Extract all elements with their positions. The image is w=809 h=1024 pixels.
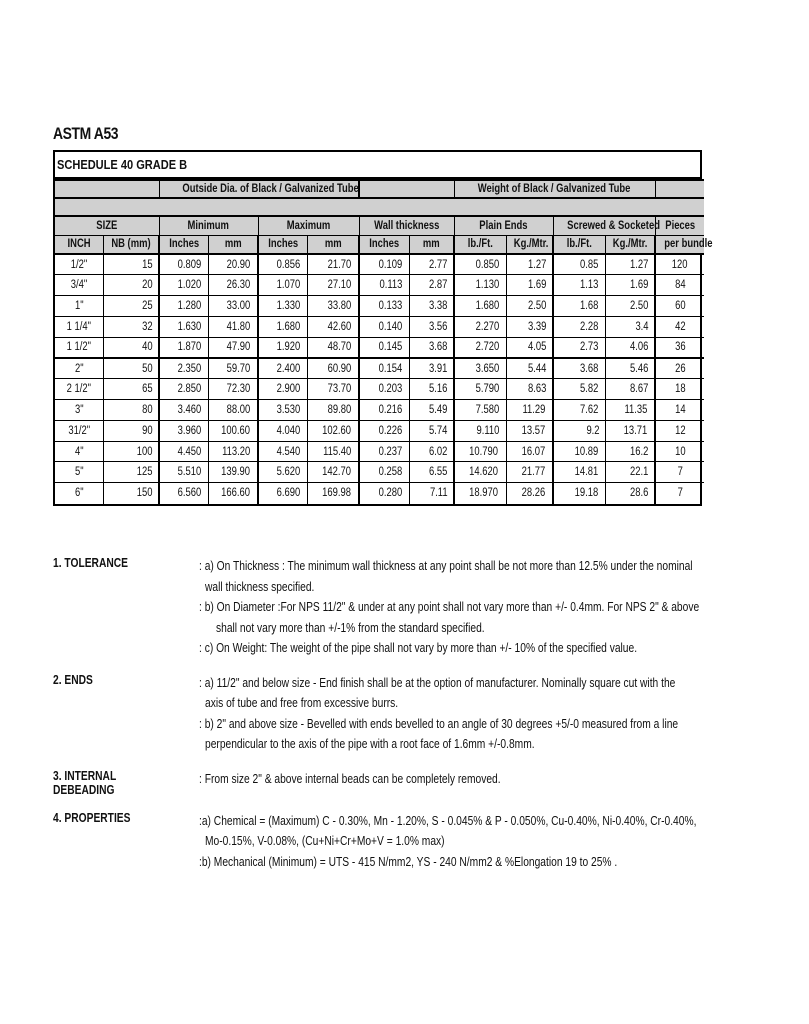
table-cell: 19.18: [553, 483, 605, 504]
table-cell: 1.68: [553, 296, 605, 317]
table-cell: 1.630: [159, 316, 208, 337]
table-row: [55, 400, 704, 421]
subheader-cell: [506, 235, 553, 254]
table-cell: 14.81: [553, 462, 605, 483]
table-cell: 5.620: [258, 462, 307, 483]
table-cell: 5.44: [506, 358, 553, 379]
table-cell: 1.130: [454, 275, 506, 296]
table-cell: 6.55: [409, 462, 454, 483]
size-inch-cell: 6": [55, 483, 103, 504]
table-cell: 5.510: [159, 462, 208, 483]
table-cell: 60: [655, 296, 704, 317]
table-cell: 10.790: [454, 441, 506, 462]
table-cell: 0.109: [359, 254, 409, 275]
table-cell: 21.70: [307, 254, 359, 275]
subheader-cell: [409, 235, 454, 254]
note-item: [53, 769, 713, 797]
table-cell: 9.110: [454, 420, 506, 441]
header-pieces: Pieces: [664, 219, 695, 232]
note-line: shall not vary more than +/-1% from the standard specified.: [216, 620, 485, 635]
table-cell: 7.62: [553, 400, 605, 421]
table-cell: 2.77: [409, 254, 454, 275]
table-cell: 1.69: [605, 275, 655, 296]
table-cell: 59.70: [208, 358, 258, 379]
table-cell: 100: [103, 441, 159, 462]
table-cell: 3.960: [159, 420, 208, 441]
subheader-label: NB (mm): [111, 238, 151, 251]
table-cell: 25: [103, 296, 159, 317]
table-cell: 16.07: [506, 441, 553, 462]
table-cell: 20: [103, 275, 159, 296]
table-cell: 10.89: [553, 441, 605, 462]
table-cell: 3.39: [506, 316, 553, 337]
table-cell: 80: [103, 400, 159, 421]
subheader-label: per bundle: [664, 238, 713, 251]
table-cell: 120: [655, 254, 704, 275]
table-cell: 5.49: [409, 400, 454, 421]
table-cell: 1.27: [506, 254, 553, 275]
note-item: [53, 673, 713, 755]
group-header-weight: Weight of Black / Galvanized Tube: [478, 183, 631, 195]
table-row: [55, 337, 704, 358]
table-cell: 142.70: [307, 462, 359, 483]
table-cell: 115.40: [307, 441, 359, 462]
note-line: perpendicular to the axis of the pipe with a root face of 1.6mm +/-0.8mm.: [205, 737, 535, 751]
table-row: [55, 420, 704, 441]
table-cell: 72.30: [208, 379, 258, 400]
table-cell: 11.35: [605, 400, 655, 421]
table-body: [55, 254, 704, 504]
table-cell: 2.270: [454, 316, 506, 337]
table-cell: 13.57: [506, 420, 553, 441]
subheader-label: Inches: [267, 238, 298, 251]
table-cell: 14.620: [454, 462, 506, 483]
subheader-label: Kg./Mtr.: [612, 238, 648, 251]
header-size: SIZE: [96, 219, 118, 232]
table-row: [55, 316, 704, 337]
table-cell: 12: [655, 420, 704, 441]
subheader-cell: [103, 235, 159, 254]
schedule-title: SCHEDULE 40 GRADE B: [55, 152, 700, 179]
note-heading: 2. ENDS: [53, 672, 93, 687]
table-cell: 1.020: [159, 275, 208, 296]
table-cell: 73.70: [307, 379, 359, 400]
table-cell: 5.82: [553, 379, 605, 400]
table-cell: 0.856: [258, 254, 307, 275]
table-row: [55, 358, 704, 379]
table-row: [55, 254, 704, 275]
table-cell: 4.040: [258, 420, 307, 441]
size-inch-cell: 1": [55, 296, 103, 317]
table-cell: 4.540: [258, 441, 307, 462]
table-cell: 1.69: [506, 275, 553, 296]
subheader-label: Kg./Mtr.: [513, 238, 548, 251]
subheader-label: lb./Ft.: [566, 238, 592, 251]
table-cell: 1.27: [605, 254, 655, 275]
table-cell: 20.90: [208, 254, 258, 275]
table-cell: 0.237: [359, 441, 409, 462]
table-cell: 65: [103, 379, 159, 400]
header-wall-thickness: Wall thickness: [373, 219, 440, 232]
table-cell: 13.71: [605, 420, 655, 441]
table-cell: 8.63: [506, 379, 553, 400]
table-cell: 48.70: [307, 337, 359, 358]
table-cell: 5.16: [409, 379, 454, 400]
table-cell: 1.330: [258, 296, 307, 317]
table-cell: 2.50: [605, 296, 655, 317]
subheader-cell: [454, 235, 506, 254]
subheader-cell: [605, 235, 655, 254]
table-cell: 4.06: [605, 337, 655, 358]
subheader-cell: [159, 235, 208, 254]
table-cell: 40: [103, 337, 159, 358]
subheader-label: INCH: [67, 238, 91, 251]
table-cell: 5.46: [605, 358, 655, 379]
table-cell: 22.1: [605, 462, 655, 483]
group-header-outside-dia: Outside Dia. of Black / Galvanized Tube: [181, 183, 359, 195]
table-cell: 2.400: [258, 358, 307, 379]
table-row: [55, 462, 704, 483]
table-cell: 47.90: [208, 337, 258, 358]
table-cell: 7: [655, 483, 704, 504]
table-cell: 1.680: [454, 296, 506, 317]
table-cell: 89.80: [307, 400, 359, 421]
note-body: [199, 556, 809, 659]
table-cell: 1.870: [159, 337, 208, 358]
table-cell: 1.13: [553, 275, 605, 296]
table-cell: 9.2: [553, 420, 605, 441]
table-cell: 4.450: [159, 441, 208, 462]
table-cell: 7.580: [454, 400, 506, 421]
table-cell: 0.154: [359, 358, 409, 379]
table-cell: 2.87: [409, 275, 454, 296]
table-cell: 7: [655, 462, 704, 483]
table-cell: 3.91: [409, 358, 454, 379]
note-item: [53, 556, 713, 659]
size-inch-cell: 2": [55, 358, 103, 379]
spacer-row: [55, 198, 704, 216]
table-cell: 28.6: [605, 483, 655, 504]
table-cell: 4.05: [506, 337, 553, 358]
table-cell: 41.80: [208, 316, 258, 337]
table-cell: 15: [103, 254, 159, 275]
table-cell: 1.280: [159, 296, 208, 317]
note-item: [53, 811, 713, 873]
table-cell: 11.29: [506, 400, 553, 421]
table-cell: 2.720: [454, 337, 506, 358]
table-cell: 5.790: [454, 379, 506, 400]
subheader-label: mm: [324, 238, 342, 251]
table-cell: 102.60: [307, 420, 359, 441]
table-cell: 5.74: [409, 420, 454, 441]
table-cell: 50: [103, 358, 159, 379]
spec-table-container: [53, 150, 713, 506]
table-row: [55, 379, 704, 400]
table-cell: 0.203: [359, 379, 409, 400]
table-cell: 0.145: [359, 337, 409, 358]
table-cell: 42.60: [307, 316, 359, 337]
table-cell: 3.4: [605, 316, 655, 337]
note-body: [199, 673, 783, 755]
table-cell: 2.900: [258, 379, 307, 400]
subheader-label: Inches: [369, 238, 400, 251]
table-cell: 0.216: [359, 400, 409, 421]
table-cell: 10: [655, 441, 704, 462]
table-cell: 26.30: [208, 275, 258, 296]
table-cell: 84: [655, 275, 704, 296]
document-title: ASTM A53: [53, 124, 119, 143]
table-cell: 100.60: [208, 420, 258, 441]
table-cell: 14: [655, 400, 704, 421]
table-cell: 150: [103, 483, 159, 504]
size-inch-cell: 5": [55, 462, 103, 483]
table-cell: 0.809: [159, 254, 208, 275]
note-body: [199, 769, 713, 797]
table-cell: 3.38: [409, 296, 454, 317]
note-line: :b) Mechanical (Minimum) = UTS - 415 N/mm2, YS - 240 N/mm2 & %Elongation 19 to 25% .: [199, 854, 618, 869]
table-row: [55, 441, 704, 462]
table-cell: 3.56: [409, 316, 454, 337]
table-row: [55, 483, 704, 504]
note-line: : b) 2" and above size - Bevelled with ends bevelled to an angle of 30 degrees +5/-0 measured from a line: [199, 716, 679, 731]
note-line: :a) Chemical = (Maximum) C - 0.30%, Mn - 1.20%, S - 0.045% & P - 0.050%, Cu-0.40%, Ni-0.40%, Cr-0.40%,: [199, 813, 697, 828]
size-inch-cell: 4": [55, 441, 103, 462]
table-cell: 0.140: [359, 316, 409, 337]
table-cell: 0.850: [454, 254, 506, 275]
table-cell: 0.226: [359, 420, 409, 441]
size-inch-cell: 31/2": [55, 420, 103, 441]
table-cell: 90: [103, 420, 159, 441]
table-cell: 1.070: [258, 275, 307, 296]
table-cell: 88.00: [208, 400, 258, 421]
table-cell: 3.650: [454, 358, 506, 379]
table-cell: 3.460: [159, 400, 208, 421]
subheader-label: lb./Ft.: [467, 238, 493, 251]
note-line: Mo-0.15%, V-0.08%, (Cu+Ni+Cr+Mo+V = 1.0% max): [205, 834, 445, 848]
subheader-label: mm: [422, 238, 440, 251]
table-cell: 113.20: [208, 441, 258, 462]
note-line: : c) On Weight: The weight of the pipe shall not vary by more than +/- 10% of the specified value.: [199, 641, 638, 655]
note-line: wall thickness specified.: [205, 579, 315, 594]
note-line: : From size 2" & above internal beads can be completely removed.: [199, 771, 501, 786]
subheader-cell: [359, 235, 409, 254]
subheader-cell: [655, 235, 713, 254]
size-inch-cell: 3": [55, 400, 103, 421]
header-row-top: [55, 216, 704, 235]
table-cell: 60.90: [307, 358, 359, 379]
size-inch-cell: 3/4": [55, 275, 103, 296]
subheader-label: Inches: [168, 238, 199, 251]
notes-section: [53, 556, 713, 886]
subheader-cell: [553, 235, 605, 254]
table-cell: 0.133: [359, 296, 409, 317]
header-maximum: Maximum: [286, 219, 331, 232]
subheader-cell: [307, 235, 359, 254]
table-cell: 2.850: [159, 379, 208, 400]
subheader-cell: [55, 235, 103, 254]
subheader-cell: [258, 235, 307, 254]
header-minimum: Minimum: [187, 219, 230, 232]
header-screwed-socketed: Screwed & Socketed: [566, 219, 660, 232]
note-line: : b) On Diameter :For NPS 11/2" & under at any point shall not vary more than +/- 0.4mm. For NPS 2" & above: [199, 600, 700, 614]
note-heading: 4. PROPERTIES: [53, 810, 131, 825]
table-cell: 8.67: [605, 379, 655, 400]
table-cell: 166.60: [208, 483, 258, 504]
subheader-label: mm: [224, 238, 242, 251]
size-inch-cell: 1 1/4": [55, 316, 103, 337]
table-cell: 21.77: [506, 462, 553, 483]
table-cell: 7.11: [409, 483, 454, 504]
table-cell: 0.258: [359, 462, 409, 483]
table-cell: 32: [103, 316, 159, 337]
table-cell: 28.26: [506, 483, 553, 504]
table-cell: 2.50: [506, 296, 553, 317]
table-cell: 27.10: [307, 275, 359, 296]
table-cell: 0.280: [359, 483, 409, 504]
table-cell: 6.690: [258, 483, 307, 504]
table-cell: 36: [655, 337, 704, 358]
table-cell: 3.68: [409, 337, 454, 358]
table-cell: 18.970: [454, 483, 506, 504]
spec-table: [55, 179, 713, 504]
table-cell: 2.73: [553, 337, 605, 358]
table-cell: 0.113: [359, 275, 409, 296]
table-cell: 6.560: [159, 483, 208, 504]
table-cell: 139.90: [208, 462, 258, 483]
note-heading: 3. INTERNAL DEBEADING: [53, 768, 117, 797]
table-cell: 3.68: [553, 358, 605, 379]
table-cell: 18: [655, 379, 704, 400]
table-cell: 0.85: [553, 254, 605, 275]
table-cell: 6.02: [409, 441, 454, 462]
size-inch-cell: 1 1/2": [55, 337, 103, 358]
note-heading: 1. TOLERANCE: [53, 556, 128, 570]
note-line: : a) 11/2" and below size - End finish shall be at the option of manufacturer. Nominally square cut with the: [199, 675, 676, 690]
table-cell: 33.80: [307, 296, 359, 317]
header-row-sub: [55, 235, 704, 254]
table-row: [55, 296, 704, 317]
group-header-row: [55, 180, 704, 198]
size-inch-cell: 1/2": [55, 254, 103, 275]
table-cell: 1.920: [258, 337, 307, 358]
note-body: [199, 811, 806, 873]
subheader-cell: [208, 235, 258, 254]
table-cell: 125: [103, 462, 159, 483]
table-cell: 1.680: [258, 316, 307, 337]
table-cell: 3.530: [258, 400, 307, 421]
header-plain-ends: Plain Ends: [479, 219, 528, 232]
table-cell: 169.98: [307, 483, 359, 504]
note-line: axis of tube and free from excessive burrs.: [205, 696, 399, 710]
table-cell: 33.00: [208, 296, 258, 317]
table-cell: 42: [655, 316, 704, 337]
size-inch-cell: 2 1/2": [55, 379, 103, 400]
table-cell: 2.350: [159, 358, 208, 379]
table-cell: 26: [655, 358, 704, 379]
table-row: [55, 275, 704, 296]
note-line: : a) On Thickness : The minimum wall thickness at any point shall be not more than 12.5% under the nominal: [199, 559, 693, 573]
table-cell: 16.2: [605, 441, 655, 462]
table-cell: 2.28: [553, 316, 605, 337]
